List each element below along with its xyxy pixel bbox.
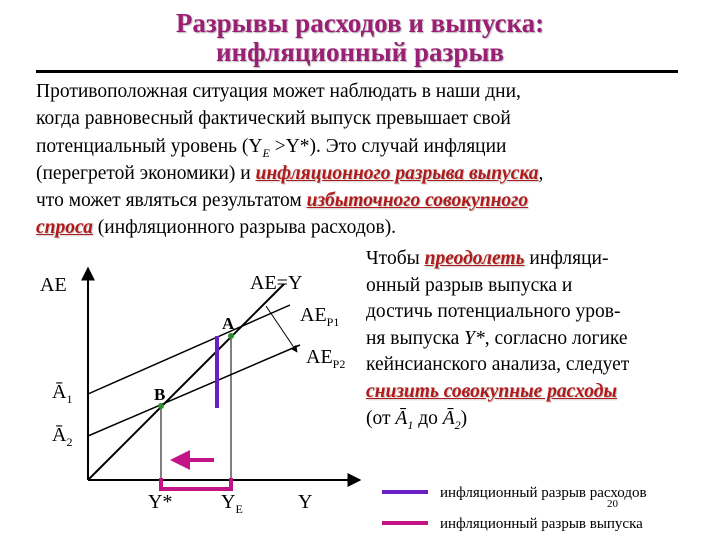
a2-label-main: Ā [52, 424, 67, 446]
a2-label [52, 424, 73, 449]
legend-output-swatch [382, 521, 428, 525]
line-45-label: AE=Y [250, 272, 303, 294]
para-line-3-a: потенциальный уровень (Y [36, 135, 263, 157]
a1-label-main: Ā [52, 381, 67, 403]
a1-inline-sub: 1 [407, 417, 414, 432]
line-45-degree [88, 284, 284, 480]
para-line-6-b: (инфляционного разрыва расходов). [92, 217, 397, 239]
overcome-term: преодолеть [424, 248, 525, 269]
demand-term: спроса [36, 217, 93, 239]
para-line-4-a: (перегретой экономики) и [36, 162, 256, 184]
point-a-label: A [222, 314, 235, 333]
legend-spending-label: инфляционный разрыв расходов [440, 485, 647, 501]
ystar-inline: Y* [464, 327, 485, 349]
slide-title-line-2: инфляционный разрыв [215, 37, 505, 67]
side-line-5: кейнсианского анализа, следует [366, 354, 630, 376]
ye-label-main: Y [221, 491, 236, 513]
a2-inline-sub: 2 [454, 417, 461, 432]
shift-arrow [266, 306, 297, 352]
para-line-2: когда равновесный фактический выпуск превышает свой [36, 108, 511, 130]
slide-title-line-1: Разрывы расходов и выпуска: [175, 8, 545, 38]
ystar-label: Y* [148, 491, 173, 513]
aep1-label [300, 304, 340, 329]
side-line-1-a: Чтобы [366, 248, 425, 269]
output-gap-term: инфляционного разрыва выпуска [255, 162, 539, 184]
aep2-label-sub: P2 [332, 357, 346, 371]
a2-label-sub: 2 [66, 435, 73, 449]
aep1-label-sub: P1 [326, 315, 340, 329]
aep2-label-main: AE [306, 346, 333, 368]
aep2-label [306, 346, 346, 371]
y-axis-label: AE [40, 274, 67, 296]
para-line-3-b: >Y*). Это случай инфляции [269, 135, 507, 157]
ye-label-sub: E [235, 502, 243, 516]
side-line-4-b: , согласно логике [484, 327, 628, 349]
ye-subscript: E [262, 145, 270, 160]
para-line-1: Противоположная ситуация может наблюдать в наши дни, [36, 81, 521, 102]
excess-demand-term: избыточного совокупного [306, 190, 529, 212]
side-line-2: онный разрыв выпуска и [366, 274, 573, 296]
ye-label [221, 491, 243, 516]
a2-inline: Ā [442, 407, 455, 429]
page-number: 20 [607, 498, 618, 510]
legend-spending-swatch [382, 490, 428, 494]
para-line-4-b: , [538, 162, 544, 184]
x-axis-label: Y [298, 491, 313, 513]
para-line-5-a: что может являться результатом [36, 190, 307, 212]
aep2-line [88, 345, 300, 436]
legend-output-label: инфляционный разрыв выпуска [440, 516, 643, 532]
reduce-spending-term: снизить совокупные расходы [366, 380, 617, 402]
side-line-7-a: (от [366, 407, 396, 429]
point-b-label: B [154, 385, 166, 404]
side-line-1-b: инфляци- [524, 248, 609, 269]
a1-inline: Ā [395, 407, 408, 429]
a1-label [52, 381, 73, 406]
side-line-3: достичь потенциального уров- [366, 301, 621, 323]
aep1-line [88, 305, 290, 394]
a1-label-sub: 1 [66, 392, 73, 406]
side-line-4-a: ня выпуска [366, 327, 465, 349]
side-line-7-mid: до [413, 407, 443, 429]
side-line-7-end: ) [460, 407, 468, 429]
aep1-label-main: AE [300, 304, 327, 326]
